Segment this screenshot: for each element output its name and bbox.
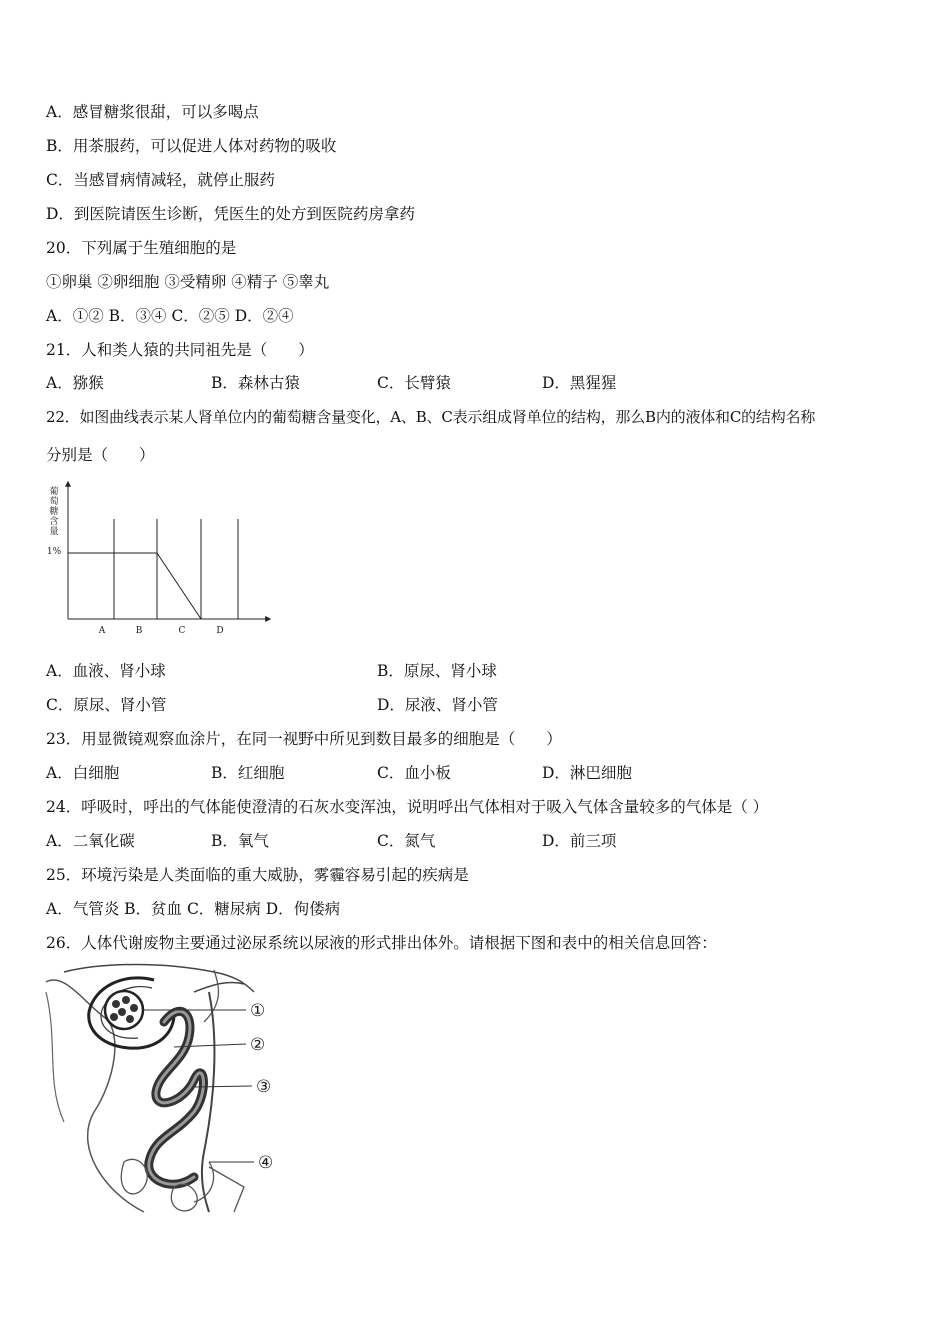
nephron-label-1: ① — [250, 1001, 266, 1021]
glucose-curve — [68, 553, 201, 619]
q21-option-b: B．森林古猿 — [211, 374, 300, 392]
q19-option-d: D．到医院请医生诊断，凭医生的处方到医院药房拿药 — [46, 205, 415, 223]
q24-option-d: D．前三项 — [542, 832, 617, 850]
nephron-label-4: ④ — [258, 1153, 274, 1173]
q24-stem: 24．呼吸时，呼出的气体能使澄清的石灰水变浑浊，说明呼出气体相对于吸入气体含量较多的气体是（ ） — [46, 798, 769, 816]
nephron-label-3: ③ — [256, 1077, 272, 1097]
q19-option-b: B．用茶服药，可以促进人体对药物的吸收 — [46, 137, 337, 155]
q26-stem: 26．人体代谢废物主要通过泌尿系统以尿液的形式排出体外。请根据下图和表中的相关信息回答： — [46, 934, 717, 952]
q21-stem: 21．人和类人猿的共同祖先是（ ） — [46, 341, 314, 359]
q19-option-a: A．感冒糖浆很甜，可以多喝点 — [46, 103, 259, 121]
graph-x-label: C — [178, 626, 186, 636]
q19-option-c: C．当感冒病情减轻，就停止服药 — [46, 171, 275, 189]
graph-ylabel-char: 糖 — [49, 507, 59, 517]
q22-option-c: C．原尿、肾小管 — [46, 696, 167, 714]
graph-x-label: D — [216, 626, 224, 636]
q23-option-a: A．白细胞 — [46, 764, 120, 782]
graph-ylabel-char: 量 — [49, 527, 59, 537]
q21-option-c: C．长臂猿 — [377, 374, 451, 392]
graph-ylabel-char: 含 — [49, 517, 59, 527]
q22-stem-line1: 22．如图曲线表示某人肾单位内的葡萄糖含量变化，A、B、C表示组成肾单位的结构，那么B内的液体和C的结构名称 — [46, 408, 816, 426]
q25-options: A．气管炎 B．贫血 C．糖尿病 D．佝偻病 — [46, 900, 341, 918]
q22-option-a: A．血液、肾小球 — [46, 662, 166, 680]
graph-ylabel-char: 萄 — [49, 497, 59, 507]
glucose-graph — [40, 476, 280, 640]
q22-option-b: B．原尿、肾小球 — [377, 662, 497, 680]
q20-items: ①卵巢 ②卵细胞 ③受精卵 ④精子 ⑤睾丸 — [46, 273, 330, 291]
q24-option-c: C．氮气 — [377, 832, 436, 850]
graph-ylabel-char: 葡 — [49, 487, 59, 497]
q24-option-b: B．氧气 — [211, 832, 269, 850]
q21-option-d: D．黑猩猩 — [542, 374, 617, 392]
q20-stem: 20．下列属于生殖细胞的是 — [46, 239, 237, 257]
q23-option-c: C．血小板 — [377, 764, 451, 782]
nephron-label-2: ② — [250, 1035, 266, 1055]
nephron-diagram — [44, 962, 294, 1218]
q25-stem: 25．环境污染是人类面临的重大威胁，雾霾容易引起的疾病是 — [46, 866, 469, 884]
graph-x-label: A — [98, 626, 106, 636]
q22-option-d: D．尿液、肾小管 — [377, 696, 498, 714]
q20-options: A．①② B．③④ C．②⑤ D．②④ — [46, 307, 294, 325]
q22-stem-line2: 分别是（ ） — [46, 446, 155, 464]
q24-option-a: A．二氧化碳 — [46, 832, 135, 850]
graph-x-label: B — [135, 626, 143, 636]
q23-option-d: D．淋巴细胞 — [542, 764, 632, 782]
q23-stem: 23．用显微镜观察血涂片，在同一视野中所见到数目最多的细胞是（ ） — [46, 730, 562, 748]
q23-option-b: B．红细胞 — [211, 764, 285, 782]
graph-y-tick: 1% — [46, 547, 62, 557]
q21-option-a: A．猕猴 — [46, 374, 104, 392]
